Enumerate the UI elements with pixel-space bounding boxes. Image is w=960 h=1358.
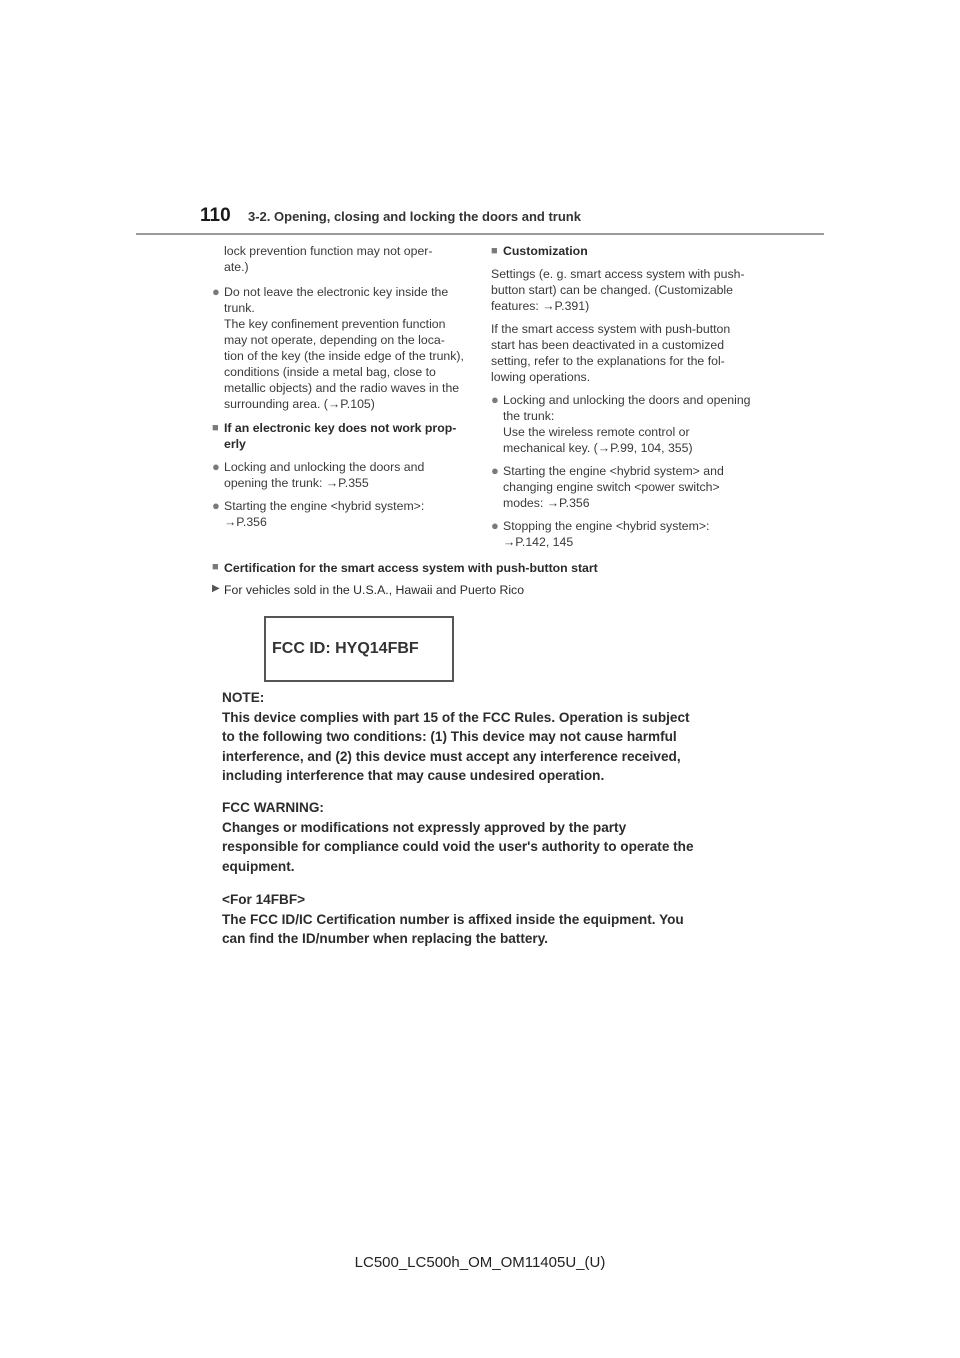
note-block (222, 688, 742, 786)
bullet-item: ● Locking and unlocking the doors and opening the trunk: Use the wireless remote control or mechanical key. (→P.99, 104, 355) (491, 392, 751, 455)
square-marker-icon: ■ (212, 422, 219, 434)
fcc-id-box (264, 616, 454, 682)
for-line: The FCC ID/IC Certification number is affixed inside the equipment. You (222, 911, 684, 927)
square-marker-icon: ■ (491, 245, 498, 257)
for-title: <For 14FBF> (222, 892, 306, 907)
bullet-dot-icon: ● (212, 498, 220, 513)
bullet-item: ● Locking and unlocking the doors and opening the trunk: →P.355 (212, 459, 425, 490)
warning-line: equipment. (222, 858, 295, 874)
subsection-heading: ■ Customization (491, 244, 588, 258)
square-marker-icon: ■ (212, 561, 219, 573)
bullet-dot-icon: ● (491, 392, 499, 407)
warning-line: responsible for compliance could void the user's authority to operate the (222, 839, 694, 854)
bullet-dot-icon: ● (491, 463, 499, 478)
continued-text: lock prevention function may not oper- ate.) (224, 244, 433, 274)
paragraph: Settings (e. g. smart access system with push-button start) can be changed. (Customizable features: →P.391) (491, 267, 745, 313)
triangle-marker-icon: ▶ (212, 583, 220, 594)
bullet-dot-icon: ● (212, 284, 220, 299)
bullet-dot-icon: ● (491, 518, 499, 533)
note-line: interference, and (2) this device must accept any interference received, (222, 748, 681, 764)
for-line: can find the ID/number when replacing the battery. (222, 931, 549, 946)
certification-subheading: ▶ For vehicles sold in the U.S.A., Hawaii and Puerto Rico (212, 583, 525, 597)
section-title: 3-2. Opening, closing and locking the doors and trunk (248, 209, 581, 224)
bullet-item: ● Starting the engine <hybrid system>: →P.356 (212, 498, 425, 529)
left-column (212, 243, 468, 537)
note-line: to the following two conditions: (1) This device may not cause harmful (222, 729, 677, 744)
certification-heading: ■ Certification for the smart access system with push-button start (212, 561, 598, 575)
warning-title: FCC WARNING: (222, 800, 324, 815)
bullet-item: ● Do not leave the electronic key inside the trunk. The key confinement prevention function may not operate, depending on the loca- tion of the key (the inside edge of the trunk), conditions (inside a metal bag, close to metallic objects) and the radio waves in the surrounding area. (→P.105) (212, 284, 464, 411)
fcc-id: FCC ID: HYQ14FBF (272, 640, 419, 657)
subsection-heading: ■ If an electronic key does not work prop- erly (212, 421, 457, 451)
page-number: 110 (200, 205, 231, 226)
bullet-item: ● Starting the engine <hybrid system> and changing engine switch <power switch> modes: →P.356 (491, 463, 724, 510)
note-title: NOTE: (222, 690, 265, 705)
bullet-item: ● Stopping the engine <hybrid system>: →P.142, 145 (491, 518, 710, 549)
bullet-dot-icon: ● (212, 459, 220, 474)
fcc-label-image (216, 612, 746, 957)
paragraph: If the smart access system with push-button start has been deactivated in a customized setting, refer to the explanations for the fol- lowing operations. (491, 322, 731, 384)
for-block (222, 890, 742, 949)
warning-line: Changes or modifications not expressly approved by the party (222, 819, 627, 835)
note-line: This device complies with part 15 of the FCC Rules. Operation is subject (222, 709, 690, 725)
right-column (491, 243, 753, 557)
warning-block (222, 798, 742, 876)
note-line: including interference that may cause undesired operation. (222, 768, 605, 783)
document-footer: LC500_LC500h_OM_OM11405U_(U) (354, 1254, 606, 1271)
page-header (200, 205, 824, 235)
header-rule (136, 233, 824, 235)
